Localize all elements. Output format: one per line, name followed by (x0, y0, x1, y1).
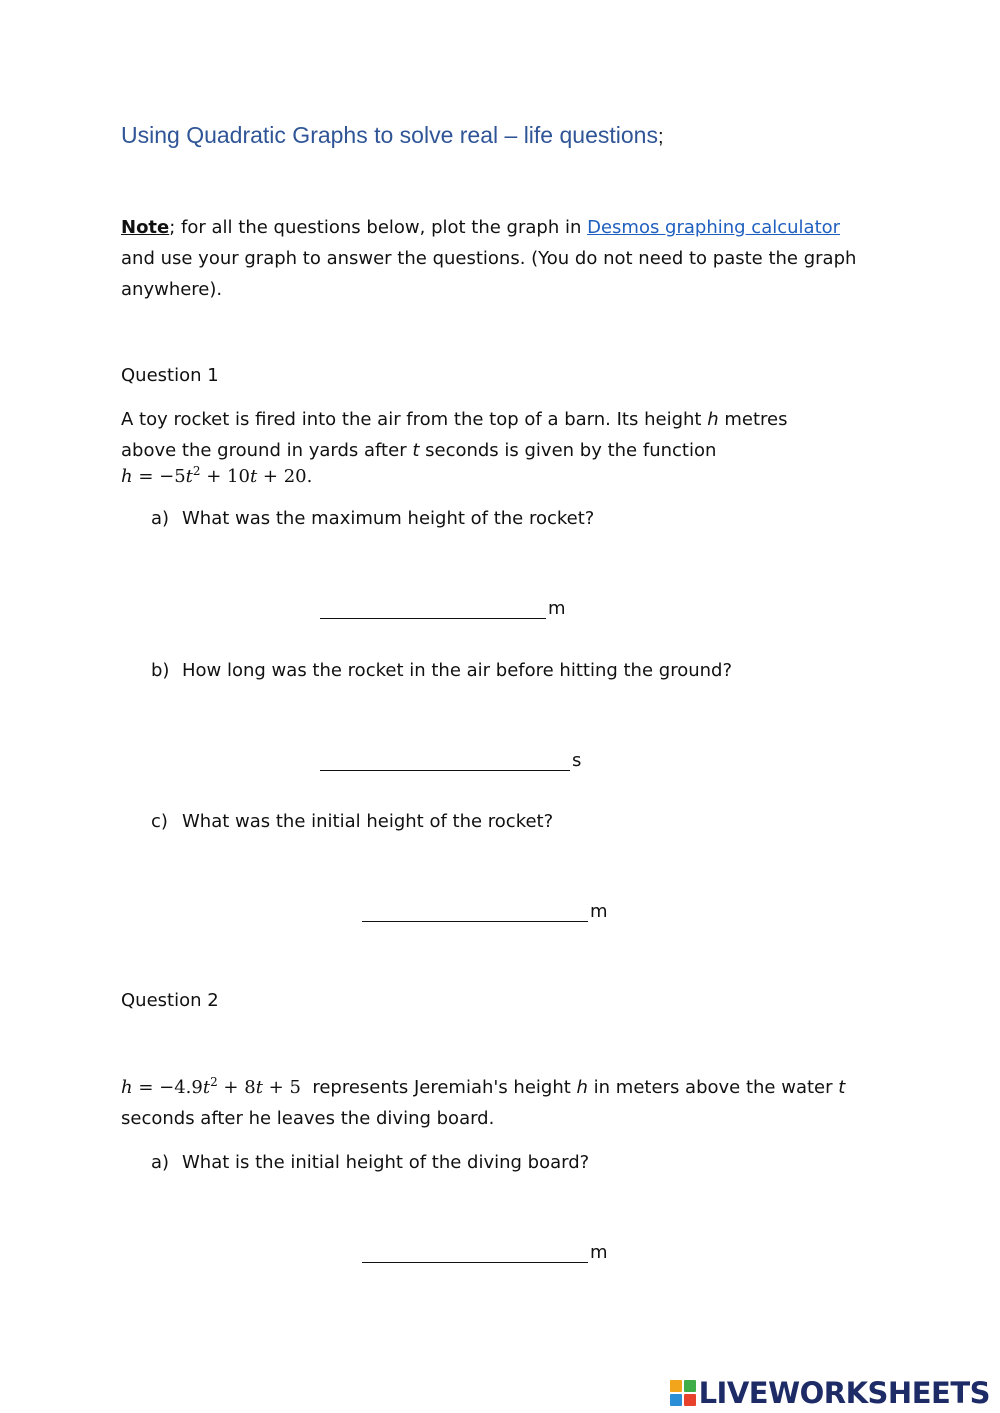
question-1b (151, 660, 732, 681)
logo-square (670, 1380, 682, 1392)
question-1c (151, 811, 553, 832)
formula-t: t (185, 466, 193, 487)
formula-coef: = −5 (132, 466, 186, 487)
answer-1c-input[interactable] (362, 901, 588, 922)
formula-linear: + 10 (200, 466, 250, 487)
question-2-formula (121, 1077, 301, 1098)
formula-exponent: 2 (210, 1075, 218, 1089)
logo-square (684, 1394, 696, 1406)
q1-text-end: metres (718, 409, 788, 430)
question-1a (151, 508, 594, 529)
desmos-link[interactable]: Desmos graphing calculator (587, 217, 841, 238)
page-title-text: Using Quadratic Graphs to solve real – life questions (121, 122, 658, 148)
formula-h: h (121, 466, 133, 487)
part-letter: a) (151, 1152, 170, 1173)
answer-1b (320, 750, 581, 771)
question-1-heading: Question 1 (121, 365, 219, 386)
formula-t2: t (255, 1077, 263, 1098)
logo-square (684, 1380, 696, 1392)
part-letter: c) (151, 811, 168, 832)
page-title (121, 122, 664, 149)
answer-1c (362, 901, 608, 922)
formula-t: t (202, 1077, 211, 1098)
answer-2a (362, 1242, 608, 1263)
formula-linear: + 8 (217, 1077, 256, 1098)
answer-1c-unit: m (590, 901, 608, 922)
page-title-suffix: ; (657, 126, 664, 148)
logo-square (670, 1394, 682, 1406)
question-2-heading: Question 2 (121, 990, 219, 1011)
part-letter: a) (151, 508, 170, 529)
note-line-3: anywhere). (121, 279, 223, 300)
q2-text-mid: in meters above the water (587, 1077, 839, 1098)
question-2-line-2: seconds after he leaves the diving board. (121, 1108, 495, 1129)
answer-1b-input[interactable] (320, 750, 570, 771)
answer-2a-input[interactable] (362, 1242, 588, 1263)
note-line-2: and use your graph to answer the questions. (You do not need to paste the graph (121, 248, 857, 269)
q2-text: represents Jeremiah's height (300, 1077, 577, 1098)
answer-2a-unit: m (590, 1242, 608, 1263)
formula-const: + 5 (262, 1077, 301, 1098)
q2-var-t: t (838, 1077, 846, 1098)
formula-coef: = −4.9 (132, 1077, 203, 1098)
part-text: How long was the rocket in the air before hitting the ground? (182, 660, 733, 681)
q1-text-2-end: seconds is given by the function (419, 440, 717, 461)
question-1-formula (121, 466, 312, 487)
part-text: What was the maximum height of the rocket? (182, 508, 595, 529)
answer-1b-unit: s (572, 750, 582, 771)
formula-h: h (121, 1077, 133, 1098)
logo-text: LIVEWORKSHEETS (698, 1376, 990, 1410)
formula-exponent: 2 (192, 464, 201, 478)
question-1-line-2 (121, 435, 716, 466)
question-1-line-1 (121, 404, 787, 435)
note-text: ; for all the questions below, plot the graph in (169, 217, 588, 238)
answer-1a-input[interactable] (320, 598, 546, 619)
logo-mark-icon (670, 1380, 696, 1406)
part-text: What was the initial height of the rocket? (182, 811, 554, 832)
formula-const: + 20. (257, 466, 313, 487)
note-label: Note (121, 217, 170, 238)
q1-text: A toy rocket is fired into the air from the top of a barn. Its height (121, 409, 708, 430)
part-text: What is the initial height of the diving board? (182, 1152, 590, 1173)
q1-var-h: h (707, 409, 719, 430)
formula-t2: t (249, 466, 258, 487)
q1-text-2: above the ground in yards after (121, 440, 413, 461)
liveworksheets-logo (670, 1376, 990, 1410)
part-letter: b) (151, 660, 170, 681)
answer-1a-unit: m (548, 598, 566, 619)
q1-var-t: t (412, 440, 420, 461)
answer-1a (320, 598, 566, 619)
note-line-1 (121, 212, 840, 243)
question-2-line-1 (121, 1072, 845, 1103)
question-2a (151, 1152, 589, 1173)
q2-var-h: h (576, 1077, 588, 1098)
